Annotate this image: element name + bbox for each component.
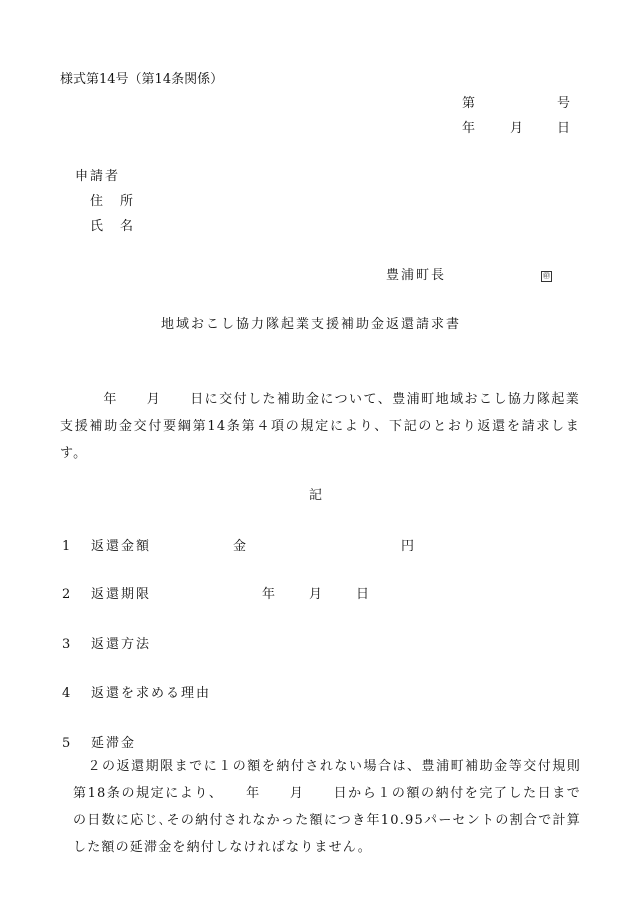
date-day: 日 xyxy=(557,121,571,136)
item-day: 日 xyxy=(356,587,370,602)
doc-number-suffix: 号 xyxy=(557,96,571,111)
name-label: 氏 名 xyxy=(90,219,136,234)
item-label: 返還期限 xyxy=(91,587,152,602)
seal-mark: ㊞ xyxy=(543,272,550,280)
item-number: 3 xyxy=(62,637,71,652)
item-month: 月 xyxy=(309,587,323,602)
item-yen: 円 xyxy=(401,539,415,554)
address-label: 住 所 xyxy=(90,194,136,209)
item-label: 返還金額 xyxy=(91,539,152,554)
item-label: 延滞金 xyxy=(91,736,137,751)
ki-heading: 記 xyxy=(309,488,323,503)
item-number: 4 xyxy=(62,686,71,701)
item-label: 返還を求める理由 xyxy=(91,686,212,701)
date-month: 月 xyxy=(510,121,524,136)
item-year: 年 xyxy=(262,587,276,602)
item-number: 1 xyxy=(62,539,71,554)
doc-number-prefix: 第 xyxy=(462,96,476,111)
addressee-name: 豊浦町長 xyxy=(386,268,447,283)
item-number: 2 xyxy=(62,587,71,602)
item-label: 返還方法 xyxy=(91,637,152,652)
item-kin: 金 xyxy=(233,539,247,554)
body-paragraph: 年 月 日に交付した補助金について、豊浦町地域おこし協力隊起業支援補助金交付要綱第14条第４項の規定により、下記のとおり返還を請求します。 xyxy=(60,392,580,461)
item-number: 5 xyxy=(62,736,71,751)
applicant-heading: 申請者 xyxy=(75,169,121,184)
item-5-text: ２の返還期限までに１の額を納付されない場合は、豊浦町補助金等交付規則第18条の規定により、 年 月 日から１の額の納付を完了した日までの日数に応じ､その納付されなかった額につき年10.95パーセントの割合で計算した額の延滞金を納付しなければなりません。 xyxy=(73,759,581,855)
form-label: 様式第14号（第14条関係） xyxy=(60,72,224,87)
date-year: 年 xyxy=(462,121,476,136)
document-title: 地域おこし協力隊起業支援補助金返還請求書 xyxy=(161,317,462,332)
